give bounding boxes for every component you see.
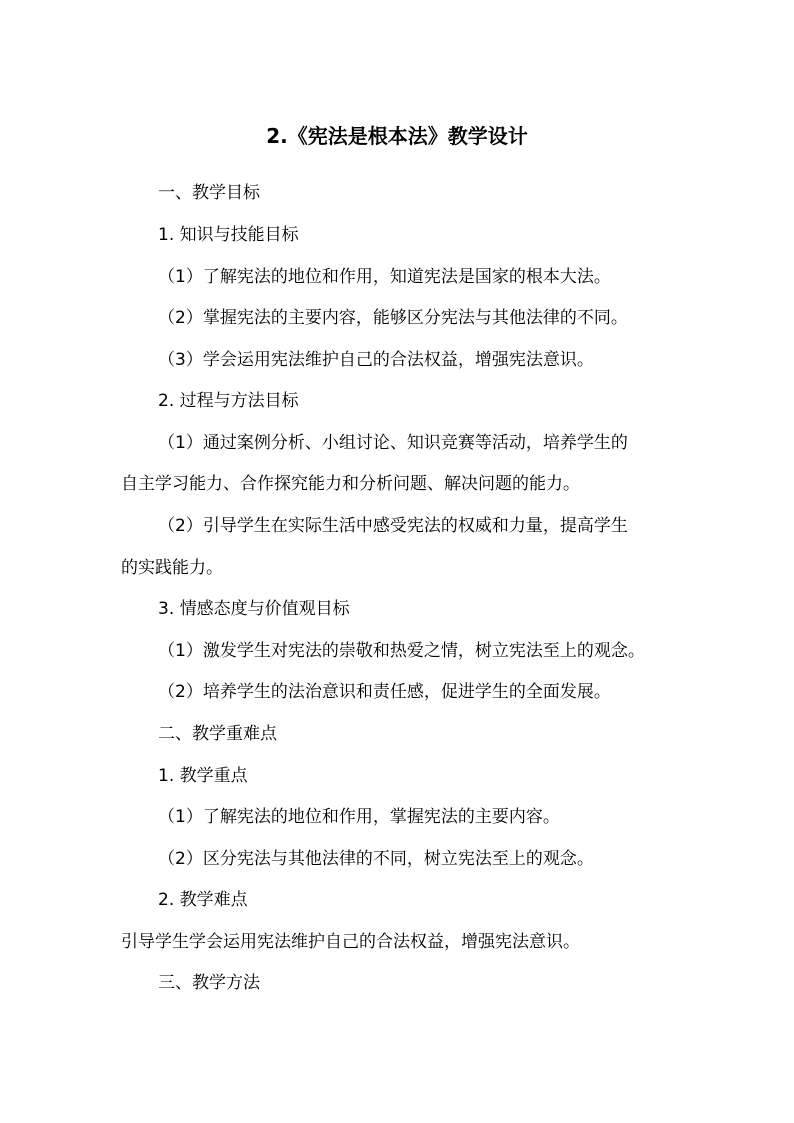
paragraph: （1）了解宪法的地位和作用，掌握宪法的主要内容。 [158, 807, 560, 827]
subheading-process-method: 2. 过程与方法目标 [158, 391, 299, 411]
document-title: 2.《宪法是根本法》教学设计 [266, 124, 528, 148]
paragraph: （1）了解宪法的地位和作用，知道宪法是国家的根本大法。 [158, 267, 611, 287]
paragraph-continuation: 自主学习能力、合作探究能力和分析问题、解决问题的能力。 [121, 474, 580, 494]
section-heading-methods: 三、教学方法 [158, 973, 260, 993]
subheading-knowledge-skills: 1. 知识与技能目标 [158, 225, 299, 245]
paragraph: （1）激发学生对宪法的崇敬和热爱之情，树立宪法至上的观念。 [158, 641, 645, 661]
paragraph-continuation: 的实践能力。 [121, 558, 223, 578]
subheading-difficult-points: 2. 教学难点 [158, 890, 248, 910]
paragraph: （3）学会运用宪法维护自己的合法权益，增强宪法意识。 [158, 350, 594, 370]
section-heading-objectives: 一、教学目标 [158, 183, 260, 203]
paragraph: （2）区分宪法与其他法律的不同，树立宪法至上的观念。 [158, 849, 594, 869]
paragraph: 引导学生学会运用宪法维护自己的合法权益，增强宪法意识。 [121, 932, 580, 952]
paragraph: （2）培养学生的法治意识和责任感，促进学生的全面发展。 [158, 682, 611, 702]
section-heading-key-difficult: 二、教学重难点 [158, 724, 277, 744]
paragraph: （2）掌握宪法的主要内容，能够区分宪法与其他法律的不同。 [158, 308, 628, 328]
paragraph: （1）通过案例分析、小组讨论、知识竞赛等活动，培养学生的 [158, 433, 628, 453]
subheading-emotion-values: 3. 情感态度与价值观目标 [158, 599, 350, 619]
subheading-key-points: 1. 教学重点 [158, 766, 248, 786]
paragraph: （2）引导学生在实际生活中感受宪法的权威和力量，提高学生 [158, 516, 628, 536]
